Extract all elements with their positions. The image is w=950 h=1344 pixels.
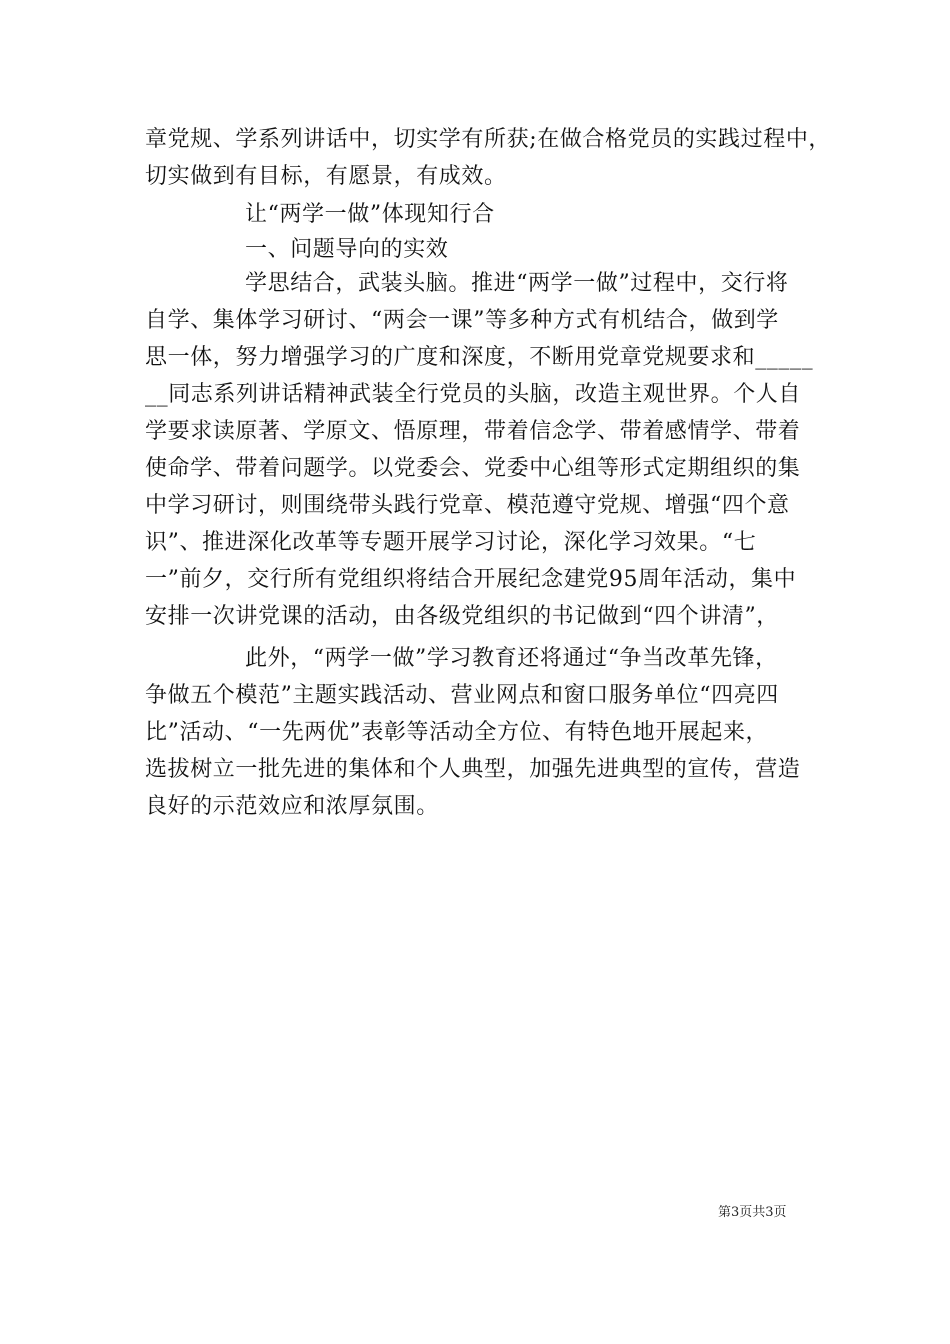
- text-line: 学要求读原著、学原文、悟原理，带着信念学、带着感情学、带着: [145, 419, 801, 444]
- text-line: 选拔树立一批先进的集体和个人典型，加强先进典型的宣传，营造: [145, 757, 801, 782]
- text-line: 识”、推进深化改革等专题开展学习讨论，深化学习效果。“七: [145, 530, 757, 555]
- page-number: 第3页共3页: [718, 1205, 787, 1220]
- text-line: 章党规、学系列讲话中，切实学有所获;在做合格党员的实践过程中，: [145, 127, 832, 152]
- text-line: 使命学、带着问题学。以党委会、党委中心组等形式定期组织的集: [145, 456, 801, 481]
- text-line: 争做五个模范”主题实践活动、营业网点和窗口服务单位“四亮四: [145, 683, 779, 708]
- text-line: 良好的示范效应和浓厚氛围。: [145, 794, 439, 819]
- text-line: 思一体，努力增强学习的广度和深度，不断用党章党规要求和_____: [145, 345, 814, 370]
- subsection-heading: 一、问题导向的实效: [245, 237, 449, 262]
- text-line: 中学习研讨，则围绕带头践行党章、模范遵守党规、增强“四个意: [145, 493, 790, 518]
- text-line: 一”前夕，交行所有党组织将结合开展纪念建党95周年活动，集中: [145, 567, 797, 592]
- text-line: 学思结合，武装头脑。推进“两学一做”过程中，交行将: [245, 271, 789, 296]
- text-line: 安排一次讲党课的活动，由各级党组织的书记做到“四个讲清”，: [145, 604, 779, 629]
- text-line: __同志系列讲话精神武装全行党员的头脑，改造主观世界。个人自: [145, 382, 802, 407]
- text-line: 自学、集体学习研讨、“两会一课”等多种方式有机结合，做到学: [145, 308, 779, 333]
- text-line: 切实做到有目标，有愿景，有成效。: [145, 164, 507, 189]
- text-line: 此外，“两学一做”学习教育还将通过“争当改革先锋，: [245, 646, 778, 671]
- text-line: 比”活动、“一先两优”表彰等活动全方位、有特色地开展起来，: [145, 720, 769, 745]
- section-heading: 让“两学一做”体现知行合: [245, 202, 495, 227]
